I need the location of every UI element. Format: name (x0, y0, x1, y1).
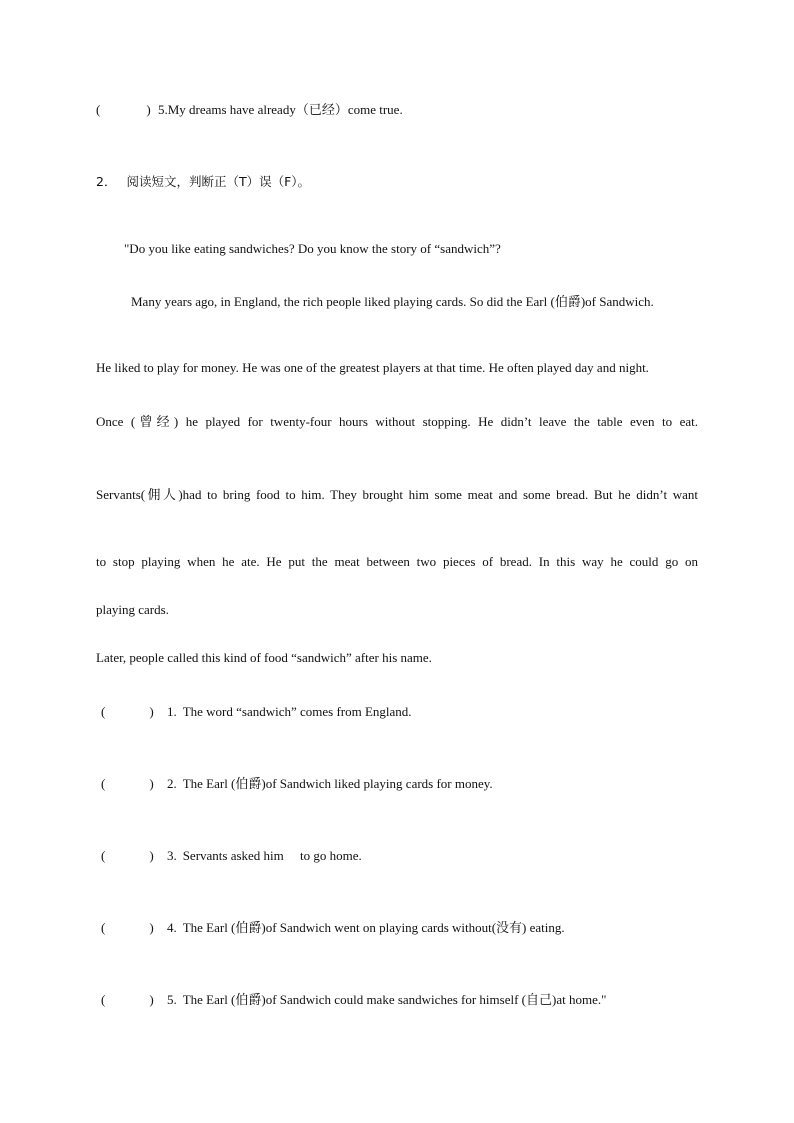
answer-paren-close: ) (149, 992, 154, 1007)
question-text: The Earl (伯爵)of Sandwich could make sandwiches for himself (自己)at home." (182, 992, 607, 1007)
answer-paren-close: ) (149, 848, 154, 863)
question-number: 3. (166, 848, 177, 863)
passage-line-5: to stop playing when he ate. He put the meat between two pieces of bread. In this way he could go on (96, 554, 698, 569)
question-text: Servants asked him to go home. (182, 848, 362, 863)
answer-paren-open: ( (101, 704, 106, 719)
answer-paren-close: ) (146, 102, 151, 117)
passage-line-3: Once (曾经) he played for twenty-four hours without stopping. He didn’t leave the table even to eat. (96, 414, 698, 429)
passage-line-4: Servants(佣人)had to bring food to him. They brought him some meat and some bread. But he didn’t want (96, 487, 698, 502)
passage-paragraph-1: Many years ago, in England, the rich people liked playing cards. So did the Earl (伯爵)of Sandwich. (131, 294, 654, 309)
passage-line-7: Later, people called this kind of food “sandwich” after his name. (96, 650, 432, 665)
answer-paren-open: ( (101, 776, 106, 791)
answer-paren-open: ( (101, 920, 106, 935)
question-number: 1. (166, 704, 177, 719)
answer-paren-close: ) (149, 920, 154, 935)
answer-paren-open: ( (96, 102, 101, 117)
question-number: 5. (166, 992, 177, 1007)
passage-intro: "Do you like eating sandwiches? Do you know the story of “sandwich”? (124, 241, 501, 256)
passage-line-6: playing cards. (96, 602, 169, 617)
question-text: The Earl (伯爵)of Sandwich went on playing cards without(没有) eating. (182, 920, 565, 935)
passage-line-2: He liked to play for money. He was one of the greatest players at that time. He often played day and night. (96, 360, 649, 375)
question-number: 4. (166, 920, 177, 935)
question-text: The word “sandwich” comes from England. (182, 704, 412, 719)
tf-question-4 (101, 920, 565, 936)
question-number: 2. (166, 776, 177, 791)
answer-paren-open: ( (101, 848, 106, 863)
tf-question-2 (101, 776, 493, 792)
section-heading (96, 174, 310, 190)
answer-paren-close: ) (149, 704, 154, 719)
tf-question-3 (101, 848, 362, 864)
tf-question-1 (101, 704, 412, 720)
question-text: 5.My dreams have already（已经）come true. (157, 102, 403, 117)
question-text: The Earl (伯爵)of Sandwich liked playing cards for money. (182, 776, 493, 791)
section-number: 2． (96, 174, 117, 189)
section-instruction: 阅读短文，判断正（T）误（F）。 (126, 174, 311, 189)
answer-paren-open: ( (101, 992, 106, 1007)
tf-question-5 (101, 992, 606, 1008)
answer-paren-close: ) (149, 776, 154, 791)
prev-question-5 (96, 102, 403, 118)
